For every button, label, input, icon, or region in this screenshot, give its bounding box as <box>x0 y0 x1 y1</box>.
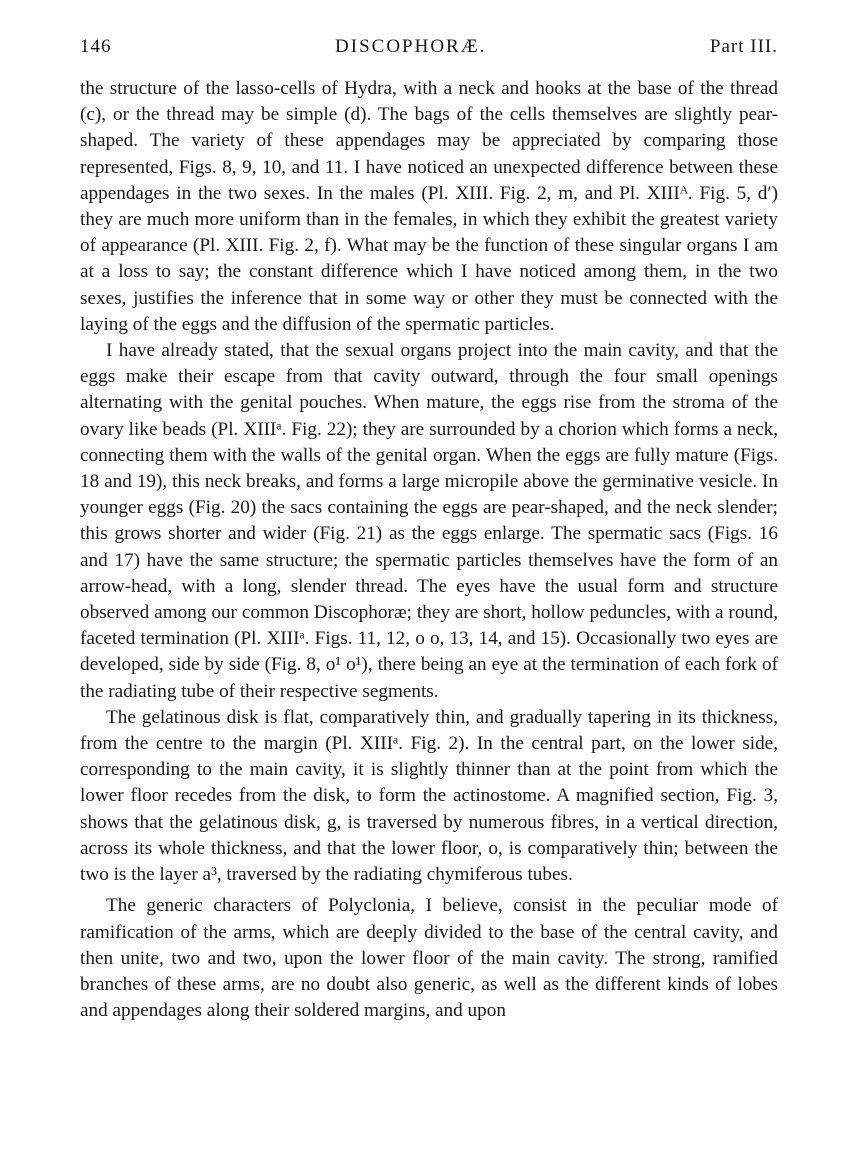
paragraph: I have already stated, that the sexual organs project into the main cavity, and that the eggs make their escape from that cavity outward, through the four small openings alternating with the genital pouches. When mature, the eggs rise from the stroma of the ovary like beads (Pl. XIIIᵃ. Fig. 22); they are surrounded by a chorion which forms a neck, connecting them with the walls of the genital organ. When the eggs are fully mature (Figs. 18 and 19), this neck breaks, and forms a large micropile above the germinative vesicle. In younger eggs (Fig. 20) the sacs containing the eggs are pear-shaped, and the neck slender; this grows shorter and wider (Fig. 21) as the eggs enlarge. The spermatic sacs (Figs. 16 and 17) have the same structure; the spermatic particles themselves have the form of an arrow-head, with a long, slender thread. The eyes have the usual form and structure observed among our common Discophoræ; they are short, hollow peduncles, with a round, faceted termination (Pl. XIIIᵃ. Figs. 11, 12, o o, 13, 14, and 15). Occasionally two eyes are developed, side by side (Fig. 8, o¹ o¹), there being an eye at the termination of each fork of the radiating tube of their respective segments. <box>80 340 778 702</box>
part-label: Part III. <box>709 36 778 57</box>
running-header <box>80 36 778 76</box>
page-number: 146 <box>80 36 112 57</box>
paragraph: The generic characters of Polyclonia, I believe, consist in the peculiar mode of ramification of the arms, which are deeply divided to the base of the central cavity, and then unite, two and two, upon the lower floor of the main cavity. The strong, ramified branches of these arms, are no doubt also generic, as well as the different kinds of lobes and appendages along their soldered margins, and upon <box>80 895 778 1022</box>
paragraph: the structure of the lasso-cells of Hydra, with a neck and hooks at the base of the thread (c), or the thread may be simple (d). The bags of the cells themselves are slightly pear-shaped. The variety of these appendages may be appreciated by comparing those represented, Figs. 8, 9, 10, and 11. I have noticed an unexpected difference between these appendages in the two sexes. In the males (Pl. XIII. Fig. 2, m, and Pl. XIIIᴬ. Fig. 5, d′) they are much more uniform than in the females, in which they exhibit the greatest variety of appearance (Pl. XIII. Fig. 2, f). What may be the function of these singular organs I am at a loss to say; the constant difference which I have noticed among them, in the two sexes, justifies the inference that in some way or other they must be connected with the laying of the eggs and the diffusion of the spermatic particles. <box>80 78 778 335</box>
running-title: DISCOPHORÆ. <box>335 36 487 57</box>
body-text <box>80 76 778 1024</box>
paragraph: The gelatinous disk is flat, comparatively thin, and gradually tapering in its thickness, from the centre to the margin (Pl. XIIIᵃ. Fig. 2). In the central part, on the lower side, corresponding to the main cavity, it is slightly thinner than at the point from which the lower floor recedes from the disk, to form the actinostome. A magnified section, Fig. 3, shows that the gelatinous disk, g, is traversed by numerous fibres, in a vertical direction, across its whole thickness, and that the lower floor, o, is comparatively thin; between the two is the layer a³, traversed by the radiating chymiferous tubes. <box>80 706 778 886</box>
